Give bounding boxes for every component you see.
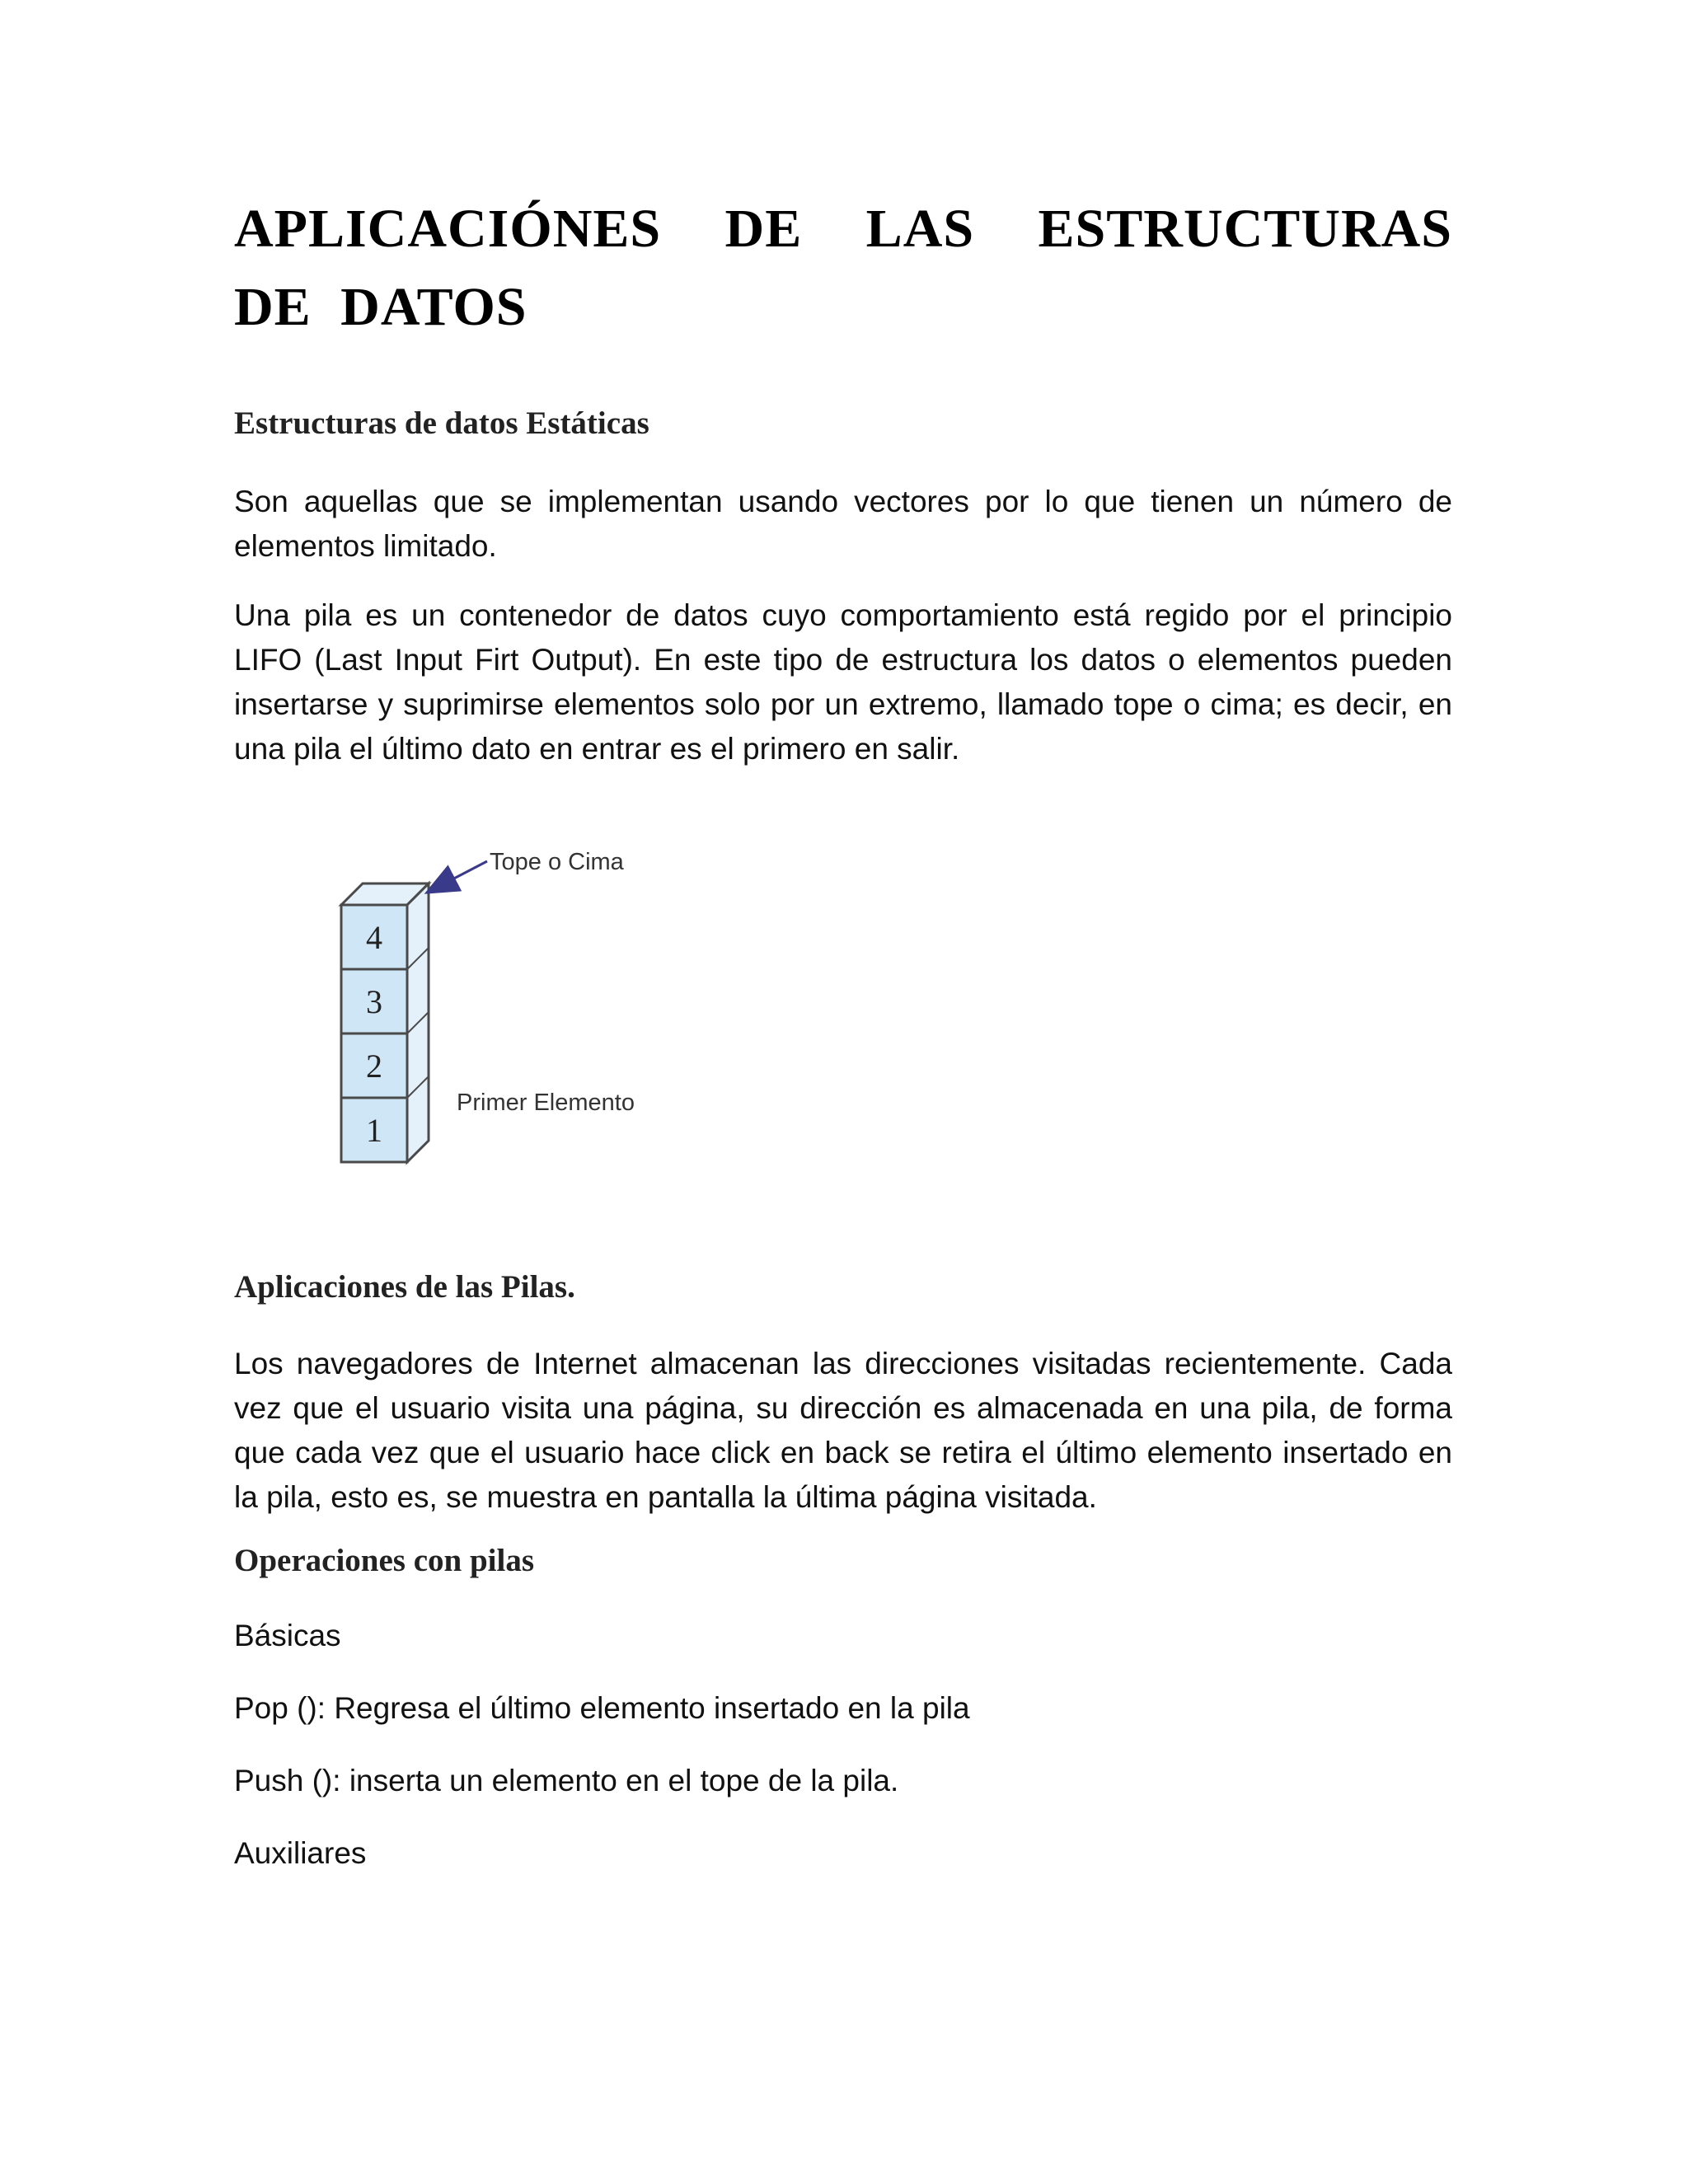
paragraph-static-structures: Son aquellas que se implementan usando vectores por lo que tienen un número de elementos limitado. [234, 485, 1452, 563]
stack-blocks [341, 883, 429, 1162]
stack-cell-label: 2 [366, 1047, 382, 1085]
stack-diagram [234, 823, 663, 1202]
operation-pop: Pop (): Regresa el último elemento insertado en la pila [234, 1691, 970, 1725]
top-arrow [429, 861, 487, 892]
stack-cell-label: 1 [366, 1112, 382, 1149]
paragraph-browser-example: Los navegadores de Internet almacenan las direcciones visitadas recientemente. Cada vez que el usuario visita una página, su dirección es almacenada en una pila, de forma que cada vez que el usuario hace click en back se retira el último elemento insertado en la pila, esto es, se muestra en pantalla la última página visitada. [234, 1347, 1452, 1514]
subheading-auxiliary-operations: Auxiliares [234, 1836, 367, 1870]
paragraph-stack-definition: Una pila es un contenedor de datos cuyo comportamiento está regido por el principio LIFO (Last Input Firt Output). En este tipo de estructura los datos o elementos pueden insertarse y suprimirse elementos solo por un extremo, llamado tope o cima; es decir, en una pila el último dato en entrar es el primero en salir. [234, 598, 1452, 766]
stack-cell-label: 3 [366, 983, 382, 1020]
subheading-basic-operations: Básicas [234, 1619, 341, 1652]
operation-push: Push (): inserta un elemento en el tope de la pila. [234, 1764, 899, 1797]
section-heading-static-structures: Estructuras de datos Estáticas [234, 405, 649, 441]
top-label: Tope o Cima [490, 849, 624, 875]
stack-cell-label: 4 [366, 919, 382, 956]
section-heading-stack-applications: Aplicaciones de las Pilas. [234, 1269, 575, 1305]
document-title: APLICACIÓNES DE LAS ESTRUCTURAS DE DATOS [234, 199, 1452, 337]
stack-diagram-svg [234, 823, 663, 1202]
section-heading-stack-operations: Operaciones con pilas [234, 1543, 535, 1578]
bottom-label: Primer Elemento [457, 1090, 635, 1116]
document-content [234, 190, 1452, 1876]
